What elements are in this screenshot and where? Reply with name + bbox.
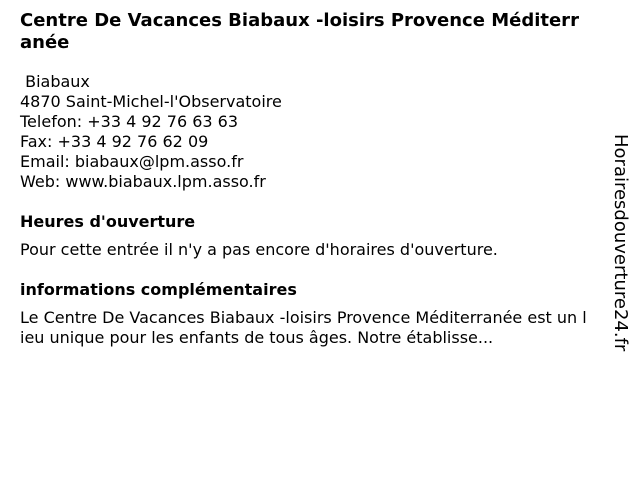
listing-card (20, 10, 590, 348)
web-line: Web: www.biabaux.lpm.asso.fr (20, 172, 266, 191)
page-title: Centre De Vacances Biabaux -loisirs Provence Méditerranée (20, 10, 579, 53)
address-street: Biabaux (20, 72, 90, 91)
additional-info-heading: informations complémentaires (20, 280, 297, 299)
phone-line: Telefon: +33 4 92 76 63 63 (20, 112, 239, 131)
email-line: Email: biabaux@lpm.asso.fr (20, 152, 244, 171)
address-city: 4870 Saint-Michel-l'Observatoire (20, 92, 282, 111)
additional-info-text: Le Centre De Vacances Biabaux -loisirs Provence Méditerranée est un lieu unique pour les enfants de tous âges. Notre établisse... (20, 308, 587, 347)
fax-line: Fax: +33 4 92 76 62 09 (20, 132, 209, 151)
opening-hours-text: Pour cette entrée il n'y a pas encore d'horaires d'ouverture. (20, 240, 498, 259)
address-block (20, 72, 590, 192)
site-watermark: Horairesdouverture24.fr (610, 134, 631, 352)
opening-hours-heading: Heures d'ouverture (20, 212, 196, 231)
